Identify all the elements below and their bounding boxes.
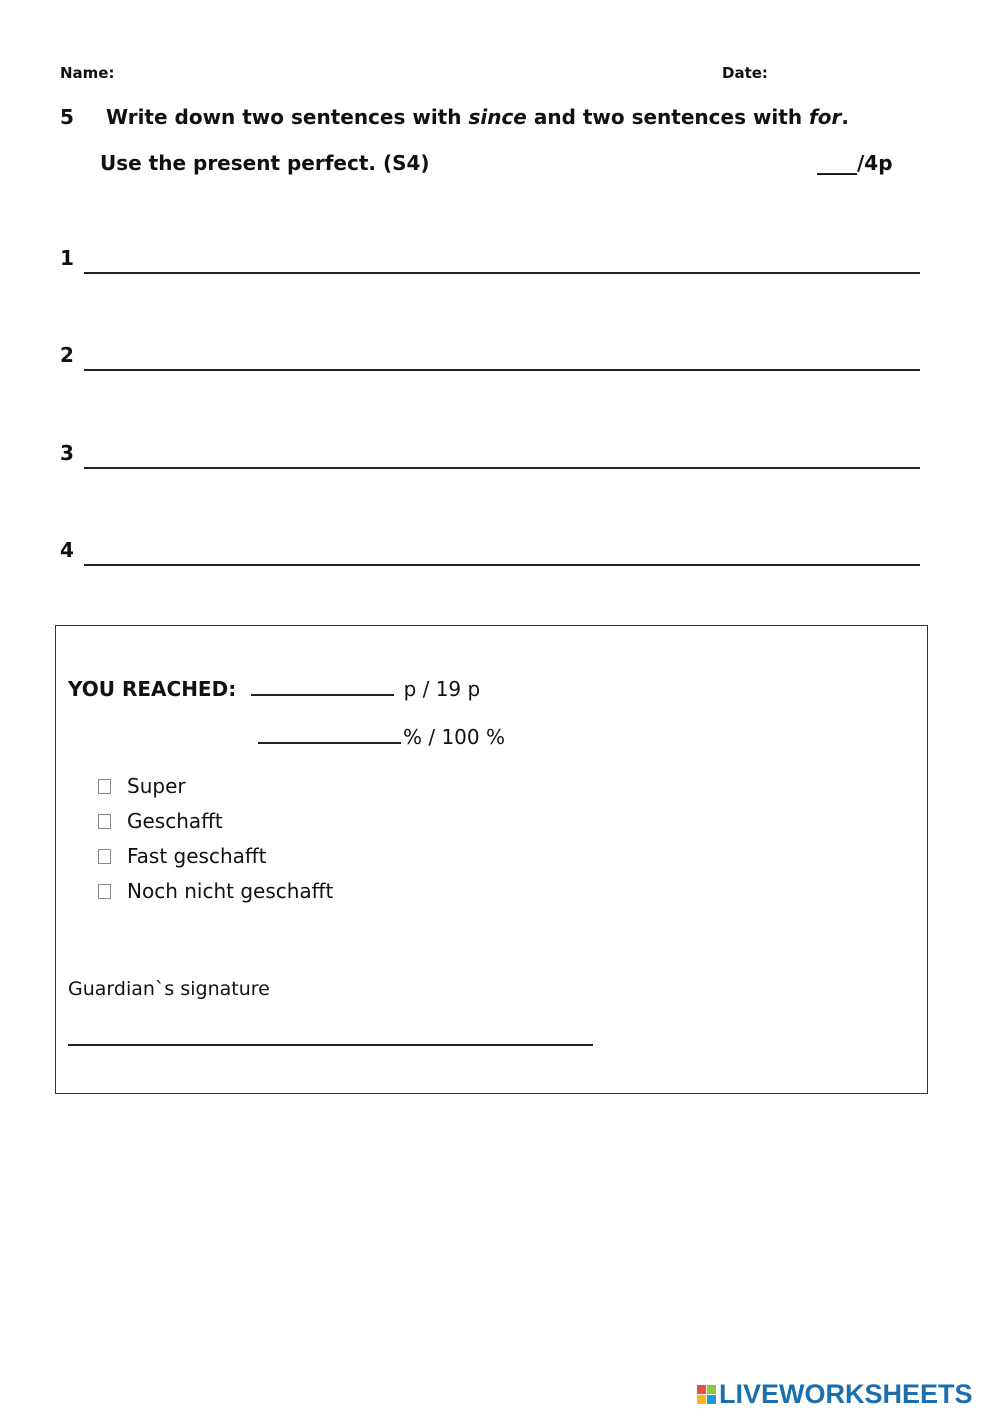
answer-line-number: 1 [60, 246, 74, 270]
option-geschafft[interactable] [98, 809, 223, 833]
option-label: Noch nicht geschafft [127, 879, 334, 903]
task-number: 5 [60, 105, 74, 129]
answer-rule [84, 467, 920, 469]
percent-blank[interactable] [258, 724, 401, 744]
answer-line-number: 3 [60, 441, 74, 465]
task-instruction-line2: Use the present perfect. (S4) [100, 151, 430, 175]
answer-line-3[interactable] [60, 441, 920, 471]
logo-square [707, 1395, 716, 1404]
logo-square [697, 1385, 706, 1394]
reached-label: YOU REACHED: [68, 677, 237, 701]
checkbox-icon[interactable] [98, 884, 111, 899]
task-score: ____/4p [817, 151, 893, 175]
answer-rule [84, 564, 920, 566]
answer-line-number: 2 [60, 343, 74, 367]
date-label: Date: [722, 64, 768, 82]
option-noch-nicht-geschafft[interactable] [98, 879, 333, 903]
option-label: Fast geschafft [127, 844, 267, 868]
logo-square [697, 1395, 706, 1404]
checkbox-icon[interactable] [98, 849, 111, 864]
points-blank[interactable] [251, 676, 394, 696]
instruction-text-a: Write down two sentences with [106, 105, 469, 129]
task-instruction-line1 [106, 105, 849, 129]
option-label: Geschafft [127, 809, 223, 833]
logo-text: LIVEWORKSHEETS [719, 1378, 973, 1409]
option-fast-geschafft[interactable] [98, 844, 267, 868]
points-suffix: p / 19 p [403, 677, 481, 701]
liveworksheets-logo [697, 1377, 973, 1411]
name-label: Name: [60, 64, 115, 82]
checkbox-icon[interactable] [98, 779, 111, 794]
percent-row [258, 724, 505, 749]
option-super[interactable] [98, 774, 186, 798]
answer-rule [84, 369, 920, 371]
signature-line[interactable] [68, 1044, 593, 1046]
instruction-since: since [468, 105, 527, 129]
instruction-for: for [809, 105, 842, 129]
signature-label: Guardian`s signature [68, 978, 270, 1000]
instruction-text-b: and two sentences with [526, 105, 810, 129]
answer-rule [84, 272, 920, 274]
instruction-text-c: . [841, 105, 849, 129]
result-box [55, 625, 928, 1094]
answer-line-4[interactable] [60, 538, 920, 568]
answer-line-2[interactable] [60, 343, 920, 373]
answer-line-number: 4 [60, 538, 74, 562]
points-row [68, 676, 480, 701]
option-label: Super [127, 774, 186, 798]
checkbox-icon[interactable] [98, 814, 111, 829]
answer-line-1[interactable] [60, 246, 920, 276]
logo-square [707, 1385, 716, 1394]
percent-suffix: % / 100 % [403, 725, 505, 749]
logo-squares-icon [697, 1385, 716, 1404]
